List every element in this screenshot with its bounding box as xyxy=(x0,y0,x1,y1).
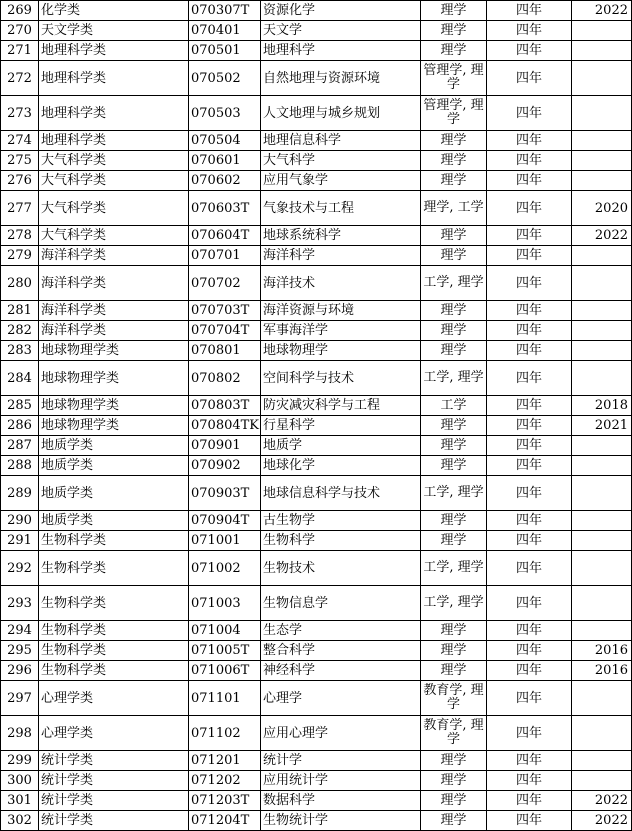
year-added-cell: 2022 xyxy=(572,811,632,831)
duration-cell: 四年 xyxy=(487,436,572,456)
row-number: 294 xyxy=(1,621,39,641)
major-name-cell: 地球信息科学与技术 xyxy=(261,476,421,511)
major-name-cell: 海洋科学 xyxy=(261,246,421,266)
duration-cell: 四年 xyxy=(487,416,572,436)
row-number: 283 xyxy=(1,341,39,361)
major-name-cell: 军事海洋学 xyxy=(261,321,421,341)
year-added-cell xyxy=(572,551,632,586)
category-cell: 生物科学类 xyxy=(39,551,189,586)
major-name-cell: 应用气象学 xyxy=(261,171,421,191)
year-added-cell xyxy=(572,131,632,151)
row-number: 290 xyxy=(1,511,39,531)
degree-cell: 教育学, 理学 xyxy=(421,716,487,751)
row-number: 300 xyxy=(1,771,39,791)
row-number: 285 xyxy=(1,396,39,416)
major-code-cell: 070602 xyxy=(189,171,261,191)
major-code-cell: 070802 xyxy=(189,361,261,396)
degree-cell: 教育学, 理学 xyxy=(421,681,487,716)
major-name-cell: 海洋资源与环境 xyxy=(261,301,421,321)
duration-cell: 四年 xyxy=(487,681,572,716)
degree-cell: 工学, 理学 xyxy=(421,361,487,396)
duration-cell: 四年 xyxy=(487,511,572,531)
major-name-cell: 古生物学 xyxy=(261,511,421,531)
degree-cell: 理学 xyxy=(421,321,487,341)
table-row xyxy=(1,246,632,266)
degree-cell: 理学 xyxy=(421,226,487,246)
degree-cell: 工学, 理学 xyxy=(421,476,487,511)
major-code-cell: 070401 xyxy=(189,21,261,41)
major-code-cell: 071003 xyxy=(189,586,261,621)
category-cell: 地球物理学类 xyxy=(39,361,189,396)
table-row xyxy=(1,661,632,681)
duration-cell: 四年 xyxy=(487,171,572,191)
category-cell: 生物科学类 xyxy=(39,641,189,661)
major-name-cell: 生物统计学 xyxy=(261,811,421,831)
row-number: 286 xyxy=(1,416,39,436)
year-added-cell: 2016 xyxy=(572,661,632,681)
year-added-cell: 2021 xyxy=(572,416,632,436)
major-code-cell: 070902 xyxy=(189,456,261,476)
category-cell: 地球物理学类 xyxy=(39,341,189,361)
table-row xyxy=(1,531,632,551)
major-code-cell: 070804TK xyxy=(189,416,261,436)
duration-cell: 四年 xyxy=(487,771,572,791)
degree-cell: 理学 xyxy=(421,131,487,151)
duration-cell: 四年 xyxy=(487,641,572,661)
table-row xyxy=(1,416,632,436)
major-code-cell: 070604T xyxy=(189,226,261,246)
major-code-cell: 070901 xyxy=(189,436,261,456)
table-row xyxy=(1,791,632,811)
major-code-cell: 070502 xyxy=(189,61,261,96)
row-number: 287 xyxy=(1,436,39,456)
major-name-cell: 防灾减灾科学与工程 xyxy=(261,396,421,416)
category-cell: 统计学类 xyxy=(39,751,189,771)
major-code-cell: 070603T xyxy=(189,191,261,226)
table-row xyxy=(1,151,632,171)
major-code-cell: 070704T xyxy=(189,321,261,341)
duration-cell: 四年 xyxy=(487,266,572,301)
category-cell: 大气科学类 xyxy=(39,226,189,246)
table-row xyxy=(1,751,632,771)
degree-cell: 工学, 理学 xyxy=(421,266,487,301)
major-name-cell: 生态学 xyxy=(261,621,421,641)
year-added-cell xyxy=(572,771,632,791)
duration-cell: 四年 xyxy=(487,661,572,681)
row-number: 273 xyxy=(1,96,39,131)
major-name-cell: 资源化学 xyxy=(261,1,421,21)
table-row xyxy=(1,511,632,531)
table-row xyxy=(1,61,632,96)
category-cell: 地质学类 xyxy=(39,456,189,476)
category-cell: 海洋科学类 xyxy=(39,266,189,301)
duration-cell: 四年 xyxy=(487,586,572,621)
major-code-cell: 070803T xyxy=(189,396,261,416)
major-code-cell: 070503 xyxy=(189,96,261,131)
duration-cell: 四年 xyxy=(487,61,572,96)
year-added-cell: 2022 xyxy=(572,791,632,811)
major-name-cell: 神经科学 xyxy=(261,661,421,681)
row-number: 280 xyxy=(1,266,39,301)
major-name-cell: 整合科学 xyxy=(261,641,421,661)
row-number: 302 xyxy=(1,811,39,831)
degree-cell: 理学 xyxy=(421,436,487,456)
year-added-cell: 2020 xyxy=(572,191,632,226)
major-name-cell: 心理学 xyxy=(261,681,421,716)
major-code-cell: 071002 xyxy=(189,551,261,586)
degree-cell: 理学 xyxy=(421,1,487,21)
year-added-cell xyxy=(572,246,632,266)
major-code-cell: 070903T xyxy=(189,476,261,511)
row-number: 278 xyxy=(1,226,39,246)
row-number: 281 xyxy=(1,301,39,321)
table-row xyxy=(1,641,632,661)
year-added-cell xyxy=(572,341,632,361)
degree-cell: 理学 xyxy=(421,531,487,551)
degree-cell: 理学, 工学 xyxy=(421,191,487,226)
major-code-cell: 070307T xyxy=(189,1,261,21)
major-code-cell: 070904T xyxy=(189,511,261,531)
duration-cell: 四年 xyxy=(487,716,572,751)
duration-cell: 四年 xyxy=(487,191,572,226)
year-added-cell: 2022 xyxy=(572,1,632,21)
row-number: 276 xyxy=(1,171,39,191)
degree-cell: 理学 xyxy=(421,416,487,436)
degree-cell: 理学 xyxy=(421,151,487,171)
major-code-cell: 071102 xyxy=(189,716,261,751)
degree-cell: 理学 xyxy=(421,771,487,791)
row-number: 279 xyxy=(1,246,39,266)
major-name-cell: 行星科学 xyxy=(261,416,421,436)
duration-cell: 四年 xyxy=(487,21,572,41)
major-name-cell: 应用统计学 xyxy=(261,771,421,791)
category-cell: 地理科学类 xyxy=(39,96,189,131)
category-cell: 统计学类 xyxy=(39,811,189,831)
year-added-cell xyxy=(572,21,632,41)
major-code-cell: 071201 xyxy=(189,751,261,771)
category-cell: 地球物理学类 xyxy=(39,416,189,436)
table-row xyxy=(1,811,632,831)
major-name-cell: 数据科学 xyxy=(261,791,421,811)
table-row xyxy=(1,436,632,456)
row-number: 269 xyxy=(1,1,39,21)
table-row xyxy=(1,131,632,151)
category-cell: 地质学类 xyxy=(39,436,189,456)
table-row xyxy=(1,456,632,476)
year-added-cell xyxy=(572,96,632,131)
duration-cell: 四年 xyxy=(487,531,572,551)
major-code-cell: 071204T xyxy=(189,811,261,831)
table-row xyxy=(1,586,632,621)
major-code-cell: 071202 xyxy=(189,771,261,791)
table-row xyxy=(1,226,632,246)
row-number: 274 xyxy=(1,131,39,151)
duration-cell: 四年 xyxy=(487,551,572,586)
table-row xyxy=(1,361,632,396)
table-row xyxy=(1,266,632,301)
degree-cell: 理学 xyxy=(421,661,487,681)
category-cell: 统计学类 xyxy=(39,791,189,811)
major-code-cell: 071101 xyxy=(189,681,261,716)
degree-cell: 理学 xyxy=(421,511,487,531)
table-row xyxy=(1,191,632,226)
table-row xyxy=(1,171,632,191)
degree-cell: 理学 xyxy=(421,341,487,361)
major-name-cell: 地理科学 xyxy=(261,41,421,61)
category-cell: 海洋科学类 xyxy=(39,246,189,266)
category-cell: 天文学类 xyxy=(39,21,189,41)
duration-cell: 四年 xyxy=(487,621,572,641)
row-number: 299 xyxy=(1,751,39,771)
row-number: 292 xyxy=(1,551,39,586)
degree-cell: 理学 xyxy=(421,21,487,41)
duration-cell: 四年 xyxy=(487,41,572,61)
table-row xyxy=(1,716,632,751)
category-cell: 心理学类 xyxy=(39,681,189,716)
table-row xyxy=(1,621,632,641)
degree-cell: 理学 xyxy=(421,246,487,266)
duration-cell: 四年 xyxy=(487,246,572,266)
degree-cell: 理学 xyxy=(421,811,487,831)
degree-cell: 理学 xyxy=(421,171,487,191)
major-name-cell: 生物信息学 xyxy=(261,586,421,621)
major-code-cell: 070701 xyxy=(189,246,261,266)
year-added-cell xyxy=(572,41,632,61)
major-name-cell: 大气科学 xyxy=(261,151,421,171)
major-code-cell: 071001 xyxy=(189,531,261,551)
duration-cell: 四年 xyxy=(487,301,572,321)
year-added-cell: 2018 xyxy=(572,396,632,416)
major-code-cell: 070702 xyxy=(189,266,261,301)
degree-cell: 理学 xyxy=(421,751,487,771)
category-cell: 生物科学类 xyxy=(39,586,189,621)
category-cell: 生物科学类 xyxy=(39,531,189,551)
duration-cell: 四年 xyxy=(487,226,572,246)
major-name-cell: 统计学 xyxy=(261,751,421,771)
duration-cell: 四年 xyxy=(487,476,572,511)
row-number: 301 xyxy=(1,791,39,811)
table-row xyxy=(1,396,632,416)
major-name-cell: 生物技术 xyxy=(261,551,421,586)
table-row xyxy=(1,771,632,791)
degree-cell: 管理学, 理学 xyxy=(421,61,487,96)
category-cell: 地球物理学类 xyxy=(39,396,189,416)
category-cell: 海洋科学类 xyxy=(39,301,189,321)
duration-cell: 四年 xyxy=(487,361,572,396)
major-name-cell: 地球化学 xyxy=(261,456,421,476)
table-row xyxy=(1,476,632,511)
major-name-cell: 应用心理学 xyxy=(261,716,421,751)
year-added-cell xyxy=(572,531,632,551)
degree-cell: 理学 xyxy=(421,641,487,661)
row-number: 271 xyxy=(1,41,39,61)
row-number: 288 xyxy=(1,456,39,476)
duration-cell: 四年 xyxy=(487,151,572,171)
year-added-cell xyxy=(572,321,632,341)
category-cell: 海洋科学类 xyxy=(39,321,189,341)
duration-cell: 四年 xyxy=(487,96,572,131)
year-added-cell xyxy=(572,436,632,456)
duration-cell: 四年 xyxy=(487,751,572,771)
degree-cell: 理学 xyxy=(421,301,487,321)
table-row xyxy=(1,41,632,61)
category-cell: 生物科学类 xyxy=(39,621,189,641)
degree-cell: 工学 xyxy=(421,396,487,416)
table-row xyxy=(1,301,632,321)
major-code-cell: 071005T xyxy=(189,641,261,661)
major-code-cell: 070501 xyxy=(189,41,261,61)
duration-cell: 四年 xyxy=(487,456,572,476)
year-added-cell xyxy=(572,681,632,716)
year-added-cell xyxy=(572,301,632,321)
major-code-cell: 070601 xyxy=(189,151,261,171)
degree-cell: 理学 xyxy=(421,41,487,61)
category-cell: 心理学类 xyxy=(39,716,189,751)
category-cell: 大气科学类 xyxy=(39,171,189,191)
table-body xyxy=(1,1,632,831)
year-added-cell xyxy=(572,266,632,301)
duration-cell: 四年 xyxy=(487,1,572,21)
category-cell: 大气科学类 xyxy=(39,191,189,226)
duration-cell: 四年 xyxy=(487,131,572,151)
category-cell: 统计学类 xyxy=(39,771,189,791)
degree-cell: 理学 xyxy=(421,621,487,641)
year-added-cell: 2022 xyxy=(572,226,632,246)
table-row xyxy=(1,321,632,341)
row-number: 295 xyxy=(1,641,39,661)
row-number: 277 xyxy=(1,191,39,226)
category-cell: 化学类 xyxy=(39,1,189,21)
table-row xyxy=(1,96,632,131)
year-added-cell xyxy=(572,361,632,396)
row-number: 284 xyxy=(1,361,39,396)
duration-cell: 四年 xyxy=(487,341,572,361)
year-added-cell xyxy=(572,476,632,511)
row-number: 289 xyxy=(1,476,39,511)
table-row xyxy=(1,551,632,586)
duration-cell: 四年 xyxy=(487,791,572,811)
row-number: 291 xyxy=(1,531,39,551)
category-cell: 大气科学类 xyxy=(39,151,189,171)
table-row xyxy=(1,1,632,21)
table-row xyxy=(1,341,632,361)
major-name-cell: 地球物理学 xyxy=(261,341,421,361)
degree-cell: 理学 xyxy=(421,456,487,476)
row-number: 282 xyxy=(1,321,39,341)
duration-cell: 四年 xyxy=(487,396,572,416)
major-code-cell: 071203T xyxy=(189,791,261,811)
degree-cell: 工学, 理学 xyxy=(421,551,487,586)
year-added-cell xyxy=(572,751,632,771)
duration-cell: 四年 xyxy=(487,811,572,831)
year-added-cell xyxy=(572,151,632,171)
major-name-cell: 气象技术与工程 xyxy=(261,191,421,226)
table-row xyxy=(1,681,632,716)
row-number: 296 xyxy=(1,661,39,681)
major-name-cell: 空间科学与技术 xyxy=(261,361,421,396)
year-added-cell xyxy=(572,171,632,191)
degree-cell: 理学 xyxy=(421,791,487,811)
row-number: 275 xyxy=(1,151,39,171)
major-name-cell: 自然地理与资源环境 xyxy=(261,61,421,96)
duration-cell: 四年 xyxy=(487,321,572,341)
category-cell: 地质学类 xyxy=(39,511,189,531)
year-added-cell xyxy=(572,716,632,751)
row-number: 293 xyxy=(1,586,39,621)
category-cell: 地理科学类 xyxy=(39,61,189,96)
year-added-cell xyxy=(572,511,632,531)
year-added-cell xyxy=(572,456,632,476)
degree-cell: 管理学, 理学 xyxy=(421,96,487,131)
year-added-cell xyxy=(572,61,632,96)
table-row xyxy=(1,21,632,41)
major-name-cell: 人文地理与城乡规划 xyxy=(261,96,421,131)
major-code-cell: 071004 xyxy=(189,621,261,641)
row-number: 270 xyxy=(1,21,39,41)
major-code-cell: 071006T xyxy=(189,661,261,681)
category-cell: 地理科学类 xyxy=(39,131,189,151)
year-added-cell xyxy=(572,621,632,641)
major-name-cell: 天文学 xyxy=(261,21,421,41)
row-number: 272 xyxy=(1,61,39,96)
category-cell: 地理科学类 xyxy=(39,41,189,61)
major-name-cell: 地质学 xyxy=(261,436,421,456)
category-cell: 地质学类 xyxy=(39,476,189,511)
row-number: 297 xyxy=(1,681,39,716)
major-code-cell: 070703T xyxy=(189,301,261,321)
major-name-cell: 生物科学 xyxy=(261,531,421,551)
major-code-cell: 070504 xyxy=(189,131,261,151)
degree-cell: 工学, 理学 xyxy=(421,586,487,621)
row-number: 298 xyxy=(1,716,39,751)
major-name-cell: 地理信息科学 xyxy=(261,131,421,151)
major-name-cell: 海洋技术 xyxy=(261,266,421,301)
year-added-cell: 2016 xyxy=(572,641,632,661)
major-name-cell: 地球系统科学 xyxy=(261,226,421,246)
year-added-cell xyxy=(572,586,632,621)
category-cell: 生物科学类 xyxy=(39,661,189,681)
major-code-cell: 070801 xyxy=(189,341,261,361)
